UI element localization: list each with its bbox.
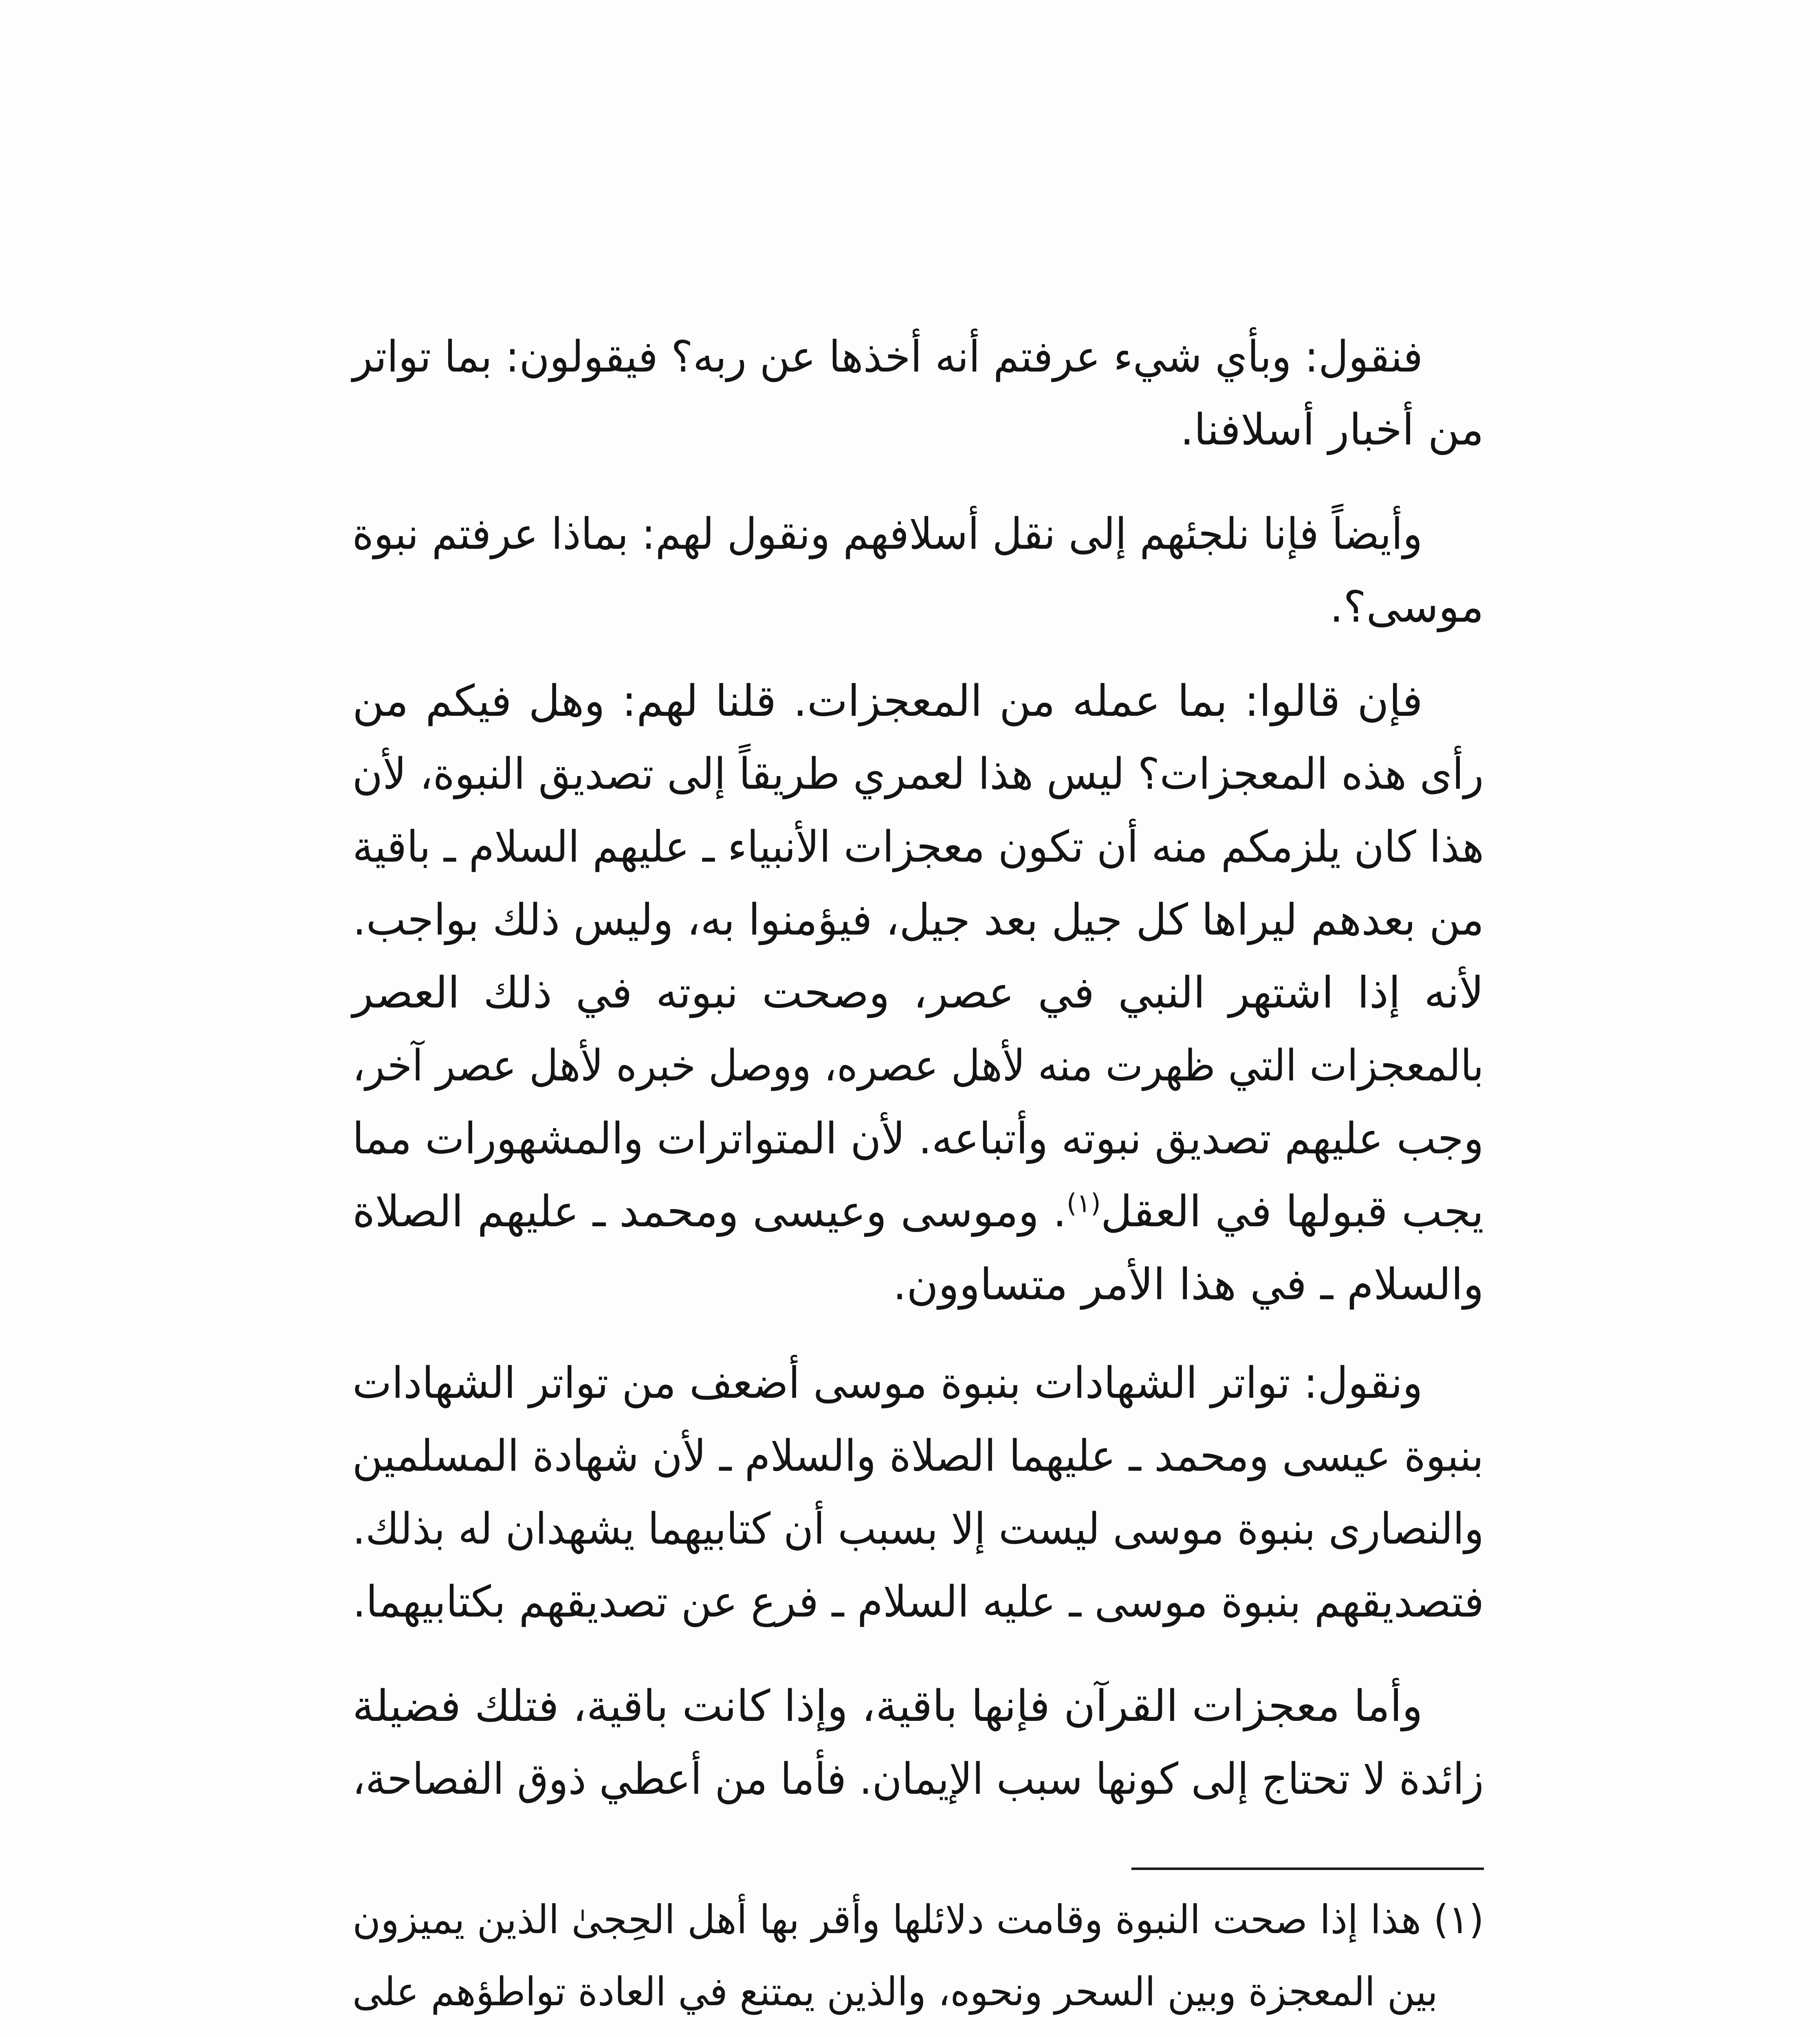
footnote-line	[352, 2028, 1438, 2037]
text-line: والسلام ـ في هذا الأمر متساوون.	[893, 1259, 1484, 1309]
text-line: زائدة لا تحتاج إلى كونها سبب الإيمان. فأما من أعطي ذوق الفصاحة،	[352, 1754, 1484, 1804]
text-line: والنصارى بنبوة موسى ليست إلا بسبب أن كتابيهما يشهدان له بذلك.	[352, 1504, 1484, 1554]
text-line: فنقول: وبأي شيء عرفتم أنه أخذها عن ربه؟ فيقولون: بما تواتر	[352, 332, 1423, 382]
text-line: فتصديقهم بنبوة موسى ـ عليه السلام ـ فرع عن تصديقهم بكتابيهما.	[352, 1577, 1484, 1627]
text-line: من أخبار أسلافنا.	[1180, 405, 1484, 455]
line-text: يجب قبولها في العقل	[1100, 1186, 1484, 1236]
paragraph	[352, 664, 1484, 1321]
paragraph	[352, 1346, 1484, 1638]
footnote-line: بين المعجزة وبين السحر ونحوه، والذين يمتنع في العادة تواطؤهم على	[352, 1969, 1438, 2015]
text-line: هذا كان يلزمكم منه أن تكون معجزات الأنبياء ـ عليهم السلام ـ باقية	[352, 822, 1484, 872]
text-line: موسى؟.	[1329, 582, 1484, 632]
text-line	[352, 1175, 1484, 1248]
text-line: بالمعجزات التي ظهرت منه لأهل عصره، ووصل خبره لأهل عصر آخر،	[352, 1040, 1484, 1091]
text-line: وجب عليهم تصديق نبوته وأتباعه. لأن المتواترات والمشهورات مما	[352, 1113, 1484, 1164]
line-text: . وموسى وعيسى ومحمد ـ عليهم الصلاة	[352, 1186, 1067, 1236]
text-line: لأنه إذا اشتهر النبي في عصر، وصحت نبوته في ذلك العصر	[352, 968, 1484, 1018]
text-line: ونقول: تواتر الشهادات بنبوة موسى أضعف من تواتر الشهادات	[352, 1358, 1423, 1408]
text-line: فإن قالوا: بما عمله من المعجزات. قلنا لهم: وهل فيكم من	[352, 676, 1423, 726]
paragraph	[352, 1670, 1484, 1815]
footnote-divider	[1131, 1868, 1484, 1870]
paragraph	[352, 320, 1484, 466]
text-line: رأى هذه المعجزات؟ ليس هذا لعمري طريقاً إلى تصديق النبوة، لأن	[352, 749, 1484, 799]
text-line: وأيضاً فإنا نلجئهم إلى نقل أسلافهم ونقول لهم: بماذا عرفتم نبوة	[352, 509, 1423, 559]
footnote	[352, 1883, 1484, 2037]
footnote-line: (١) هذا إذا صحت النبوة وقامت دلائلها وأقر بها أهل الحِجىٰ الذين يميزون	[352, 1896, 1484, 1942]
footnote-reference: (١)	[1066, 1188, 1101, 1219]
text-line: وأما معجزات القرآن فإنها باقية، وإذا كانت باقية، فتلك فضيلة	[352, 1681, 1423, 1731]
text-line: من بعدهم ليراها كل جيل بعد جيل، فيؤمنوا به، وليس ذلك بواجب.	[352, 895, 1484, 945]
paragraph	[352, 497, 1484, 643]
text-line: بنبوة عيسى ومحمد ـ عليهما الصلاة والسلام ـ لأن شهادة المسلمين	[352, 1431, 1484, 1481]
